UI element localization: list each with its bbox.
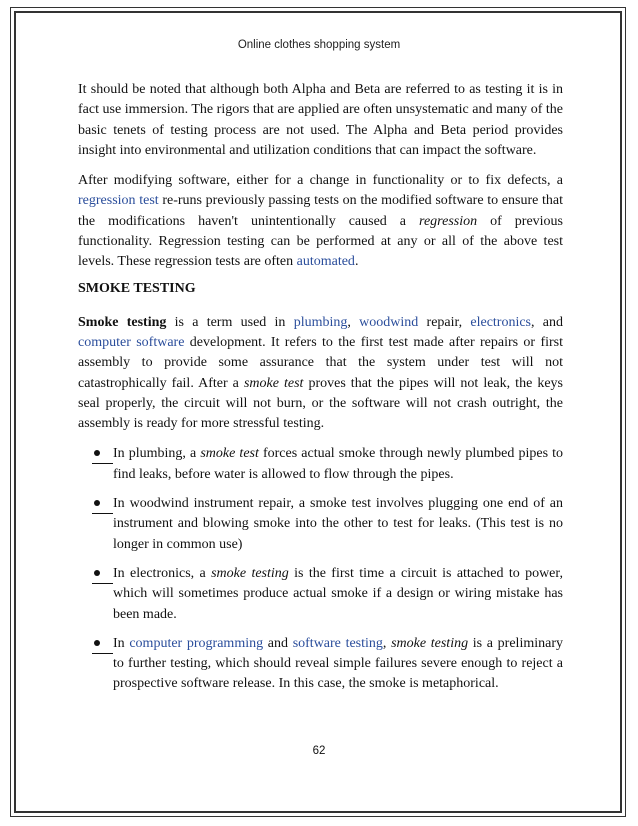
- bullet-underline: [92, 653, 113, 654]
- emphasis-regression: regression: [419, 213, 478, 229]
- link-computer-programming[interactable]: computer programming: [129, 635, 264, 651]
- link-automated[interactable]: automated: [296, 254, 355, 270]
- list-item: [78, 564, 563, 625]
- page-content: [78, 80, 563, 704]
- link-software-testing[interactable]: software testing: [292, 635, 383, 651]
- paragraph-regression: [78, 171, 563, 272]
- link-woodwind[interactable]: woodwind: [359, 314, 419, 330]
- text-run: In woodwind instrument repair, a smoke test involves plugging one end of an instrument and blowing smoke into the other to test for leaks. (This test is no longer in common use): [113, 496, 563, 552]
- link-computer-software[interactable]: computer software: [78, 334, 185, 350]
- list-item: [78, 444, 563, 485]
- link-regression-test[interactable]: regression test: [78, 193, 159, 209]
- text-run: ,: [347, 314, 360, 330]
- emphasis: smoke testing: [211, 565, 289, 581]
- emphasis: smoke testing: [391, 635, 469, 651]
- text-run: is a preliminary to further testing, which should reveal simple failures severe enough to reject a prospective software release. In this case, the smoke is metaphorical.: [113, 635, 563, 692]
- text-run: ,: [382, 635, 392, 651]
- bullet-underline: [92, 463, 113, 464]
- bullet-list: [78, 444, 563, 694]
- page-header: Online clothes shopping system: [237, 39, 401, 51]
- bullet-icon: [94, 640, 100, 646]
- text-run: , and: [531, 314, 563, 330]
- bullet-icon: [94, 500, 100, 506]
- list-item: [78, 634, 563, 695]
- text-run: repair,: [418, 314, 471, 330]
- text-run: of previous functionality. Regression testing can be performed at any or all of the above test levels. These regression tests are often: [78, 213, 563, 270]
- paragraph-alpha-beta: It should be noted that although both Alpha and Beta are referred to as testing it is in fact use immersion. The rigors that are applied are often unsystematic and many of the basic tenets of testing process are not used. The Alpha and Beta period provides insight into environmental and utilization conditions that can impact the software.: [78, 82, 563, 158]
- text-run: is a term used in: [166, 314, 294, 330]
- list-item: [78, 494, 563, 555]
- link-plumbing[interactable]: plumbing: [293, 314, 348, 330]
- bullet-icon: [94, 570, 100, 576]
- emphasis-smoke-test: smoke test: [243, 375, 304, 391]
- text-run: and: [263, 635, 293, 651]
- text-run: re-runs previously passing tests on the modified software to ensure that the modifications haven't unintentionally caused a: [78, 193, 563, 229]
- text-run: forces actual smoke through newly plumbed pipes to find leaks, before water is allowed to flow through the pipes.: [113, 446, 564, 482]
- bullet-underline: [92, 583, 113, 584]
- text-run: In electronics, a: [113, 565, 212, 581]
- text-run: In plumbing, a: [113, 446, 201, 462]
- section-heading: SMOKE TESTING: [78, 280, 196, 296]
- emphasis: smoke test: [200, 446, 259, 462]
- text-run: is the first time a circuit is attached to power, which will sometimes produce actual smoke if a design or wiring mistake has been made.: [113, 565, 564, 622]
- bullet-underline: [92, 513, 113, 514]
- bold-term: Smoke testing: [78, 314, 167, 330]
- text-run: .: [354, 254, 359, 270]
- text-run: development. It refers to the first test made after repairs or first assembly to provide some assurance that the system under test will not catastrophically fail. After a: [78, 334, 563, 391]
- text-run: In: [113, 635, 130, 651]
- bullet-icon: [94, 450, 100, 456]
- text-run: proves that the pipes will not leak, the keys seal properly, the circuit will not burn, or the software will not crash outright, the assembly is ready for more stressful testing.: [78, 375, 563, 432]
- text-run: After modifying software, either for a change in functionality or to fix defects, a: [78, 173, 563, 189]
- paragraph-smoke-testing: [78, 313, 563, 435]
- page-number: 62: [312, 745, 326, 757]
- link-electronics[interactable]: electronics: [470, 314, 532, 330]
